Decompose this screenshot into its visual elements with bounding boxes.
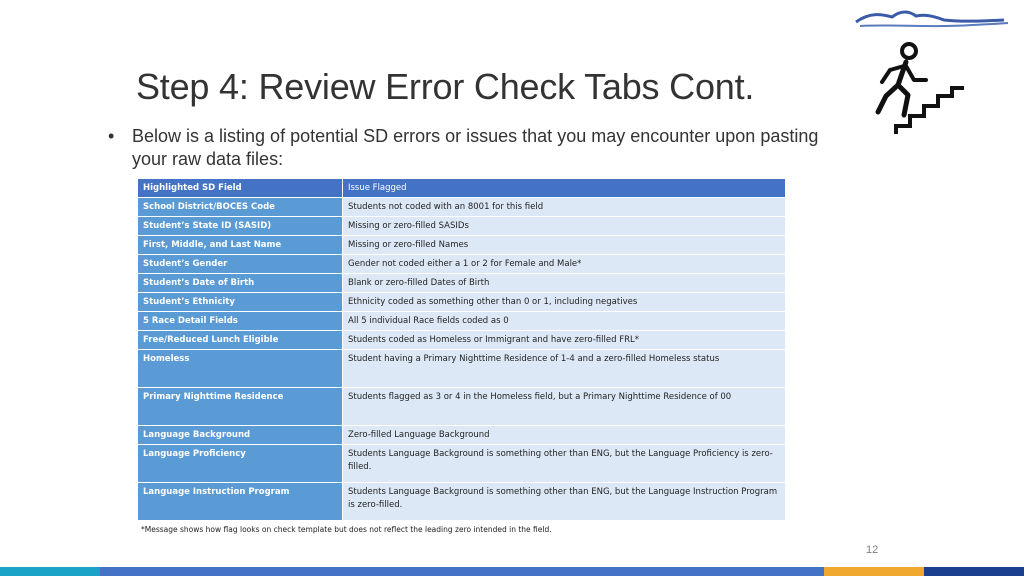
page-number: 12 bbox=[866, 544, 879, 556]
table-row bbox=[138, 331, 786, 350]
field-cell: Language Instruction Program bbox=[138, 483, 343, 521]
band-segment-navy bbox=[924, 567, 1024, 576]
issue-cell: Zero-filled Language Background bbox=[343, 426, 786, 445]
table-row bbox=[138, 312, 786, 331]
issue-cell: Missing or zero-filled SASIDs bbox=[343, 217, 786, 236]
field-cell: First, Middle, and Last Name bbox=[138, 236, 343, 255]
issue-cell: All 5 individual Race fields coded as 0 bbox=[343, 312, 786, 331]
mountain-logo bbox=[852, 8, 1012, 30]
field-cell: Student’s State ID (SASID) bbox=[138, 217, 343, 236]
footer-color-band bbox=[0, 567, 1024, 576]
table-row bbox=[138, 274, 786, 293]
band-segment-teal bbox=[0, 567, 100, 576]
field-cell: 5 Race Detail Fields bbox=[138, 312, 343, 331]
field-cell: Free/Reduced Lunch Eligible bbox=[138, 331, 343, 350]
issue-cell: Students not coded with an 8001 for this field bbox=[343, 198, 786, 217]
issue-cell: Students Language Background is something other than ENG, but the Language Proficiency is zero-filled. bbox=[343, 445, 786, 483]
field-cell: Student’s Gender bbox=[138, 255, 343, 274]
sd-error-table bbox=[137, 178, 786, 521]
table-row bbox=[138, 388, 786, 426]
field-cell: Homeless bbox=[138, 350, 343, 388]
table-row bbox=[138, 255, 786, 274]
page-title: Step 4: Review Error Check Tabs Cont. bbox=[136, 66, 755, 107]
table-row bbox=[138, 293, 786, 312]
table-row bbox=[138, 350, 786, 388]
table-row bbox=[138, 445, 786, 483]
field-cell: Language Background bbox=[138, 426, 343, 445]
field-cell: Student’s Ethnicity bbox=[138, 293, 343, 312]
climbing-stairs-icon bbox=[868, 40, 968, 140]
issue-cell: Missing or zero-filled Names bbox=[343, 236, 786, 255]
field-cell: Primary Nighttime Residence bbox=[138, 388, 343, 426]
intro-text: Below is a listing of potential SD errors or issues that you may encounter upon pasting your raw data files: bbox=[132, 126, 819, 169]
issue-cell: Students flagged as 3 or 4 in the Homeless field, but a Primary Nighttime Residence of 00 bbox=[343, 388, 786, 426]
field-cell: Student’s Date of Birth bbox=[138, 274, 343, 293]
band-segment-orange bbox=[824, 567, 924, 576]
issue-cell: Blank or zero-filled Dates of Birth bbox=[343, 274, 786, 293]
issue-cell: Students Language Background is something other than ENG, but the Language Instruction Program is zero-filled. bbox=[343, 483, 786, 521]
table-header-row bbox=[138, 179, 786, 198]
header-field: Highlighted SD Field bbox=[138, 179, 343, 198]
table-row bbox=[138, 426, 786, 445]
issue-cell: Student having a Primary Nighttime Residence of 1-4 and a zero-filled Homeless status bbox=[343, 350, 786, 388]
table-row bbox=[138, 217, 786, 236]
bullet-dot: • bbox=[108, 126, 115, 146]
issue-cell: Gender not coded either a 1 or 2 for Female and Male* bbox=[343, 255, 786, 274]
footnote: *Message shows how flag looks on check template but does not reflect the leading zero intended in the field. bbox=[141, 525, 552, 534]
table-row bbox=[138, 236, 786, 255]
band-segment-blue bbox=[100, 567, 824, 576]
issue-cell: Students coded as Homeless or Immigrant and have zero-filled FRL* bbox=[343, 331, 786, 350]
field-cell: Language Proficiency bbox=[138, 445, 343, 483]
issue-cell: Ethnicity coded as something other than 0 or 1, including negatives bbox=[343, 293, 786, 312]
table-row bbox=[138, 198, 786, 217]
field-cell: School District/BOCES Code bbox=[138, 198, 343, 217]
header-issue: Issue Flagged bbox=[343, 179, 786, 198]
table-row bbox=[138, 483, 786, 521]
